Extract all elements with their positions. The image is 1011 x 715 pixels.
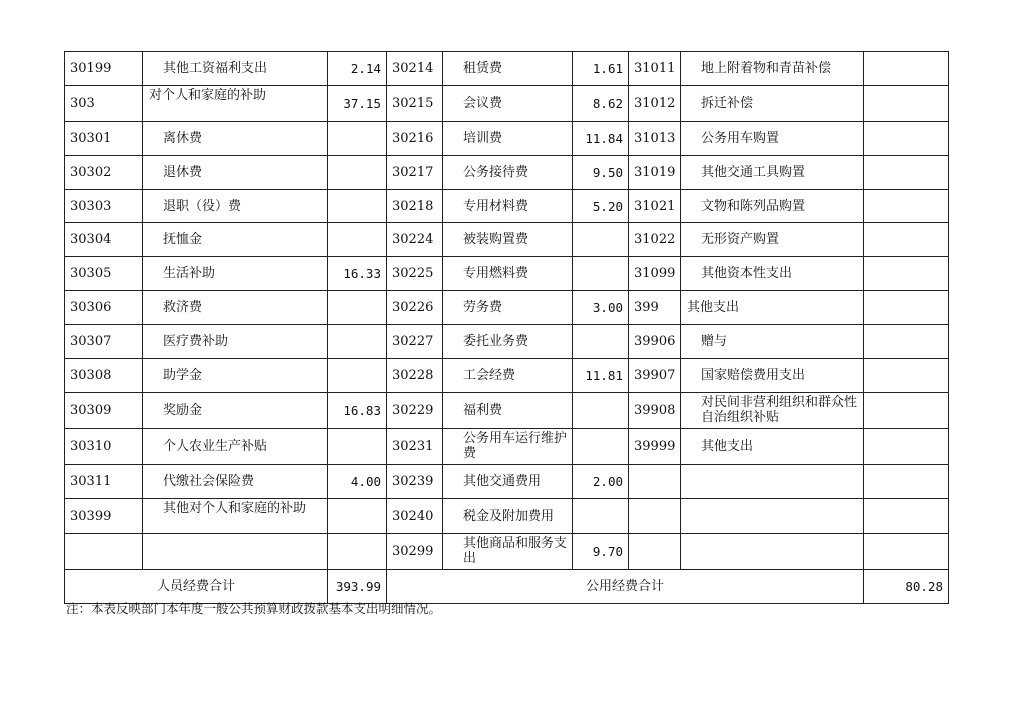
item-code: 30216 — [387, 121, 443, 155]
item-amount — [864, 52, 949, 86]
item-amount — [864, 498, 949, 534]
item-amount — [328, 291, 387, 325]
item-name: 奖励金 — [143, 392, 328, 428]
item-name — [681, 464, 864, 498]
item-amount — [864, 121, 949, 155]
table-row — [65, 257, 949, 291]
item-code: 39999 — [629, 428, 681, 464]
personnel-total-label: 人员经费合计 — [65, 570, 328, 604]
item-code: 30215 — [387, 85, 443, 121]
item-code: 30227 — [387, 325, 443, 359]
table-row — [65, 155, 949, 189]
item-code: 30224 — [387, 223, 443, 257]
item-name: 赠与 — [681, 325, 864, 359]
item-name: 拆迁补偿 — [681, 85, 864, 121]
item-amount — [328, 428, 387, 464]
item-amount — [864, 85, 949, 121]
item-amount — [328, 359, 387, 393]
item-code: 30226 — [387, 291, 443, 325]
item-code: 30305 — [65, 257, 143, 291]
item-name: 其他支出 — [681, 428, 864, 464]
item-amount — [864, 428, 949, 464]
item-amount — [573, 498, 629, 534]
item-amount: 9.50 — [573, 155, 629, 189]
table-row — [65, 121, 949, 155]
item-amount: 1.61 — [573, 52, 629, 86]
item-name: 其他对个人和家庭的补助 — [143, 498, 328, 534]
item-amount: 9.70 — [573, 534, 629, 570]
item-code: 31021 — [629, 189, 681, 223]
item-name: 助学金 — [143, 359, 328, 393]
table-footnote: 注：本表反映部门本年度一般公共预算财政拨款基本支出明细情况。 — [66, 601, 442, 616]
table-row — [65, 428, 949, 464]
item-name: 对民间非营利组织和群众性自治组织补贴 — [681, 392, 864, 428]
item-name: 会议费 — [443, 85, 573, 121]
item-name: 对个人和家庭的补助 — [143, 85, 328, 121]
item-code: 30217 — [387, 155, 443, 189]
item-amount — [864, 534, 949, 570]
item-code: 30199 — [65, 52, 143, 86]
table-row — [65, 52, 949, 86]
budget-detail-table — [64, 51, 949, 604]
item-name — [143, 534, 328, 570]
table-row — [65, 534, 949, 570]
item-name: 被装购置费 — [443, 223, 573, 257]
item-name: 文物和陈列品购置 — [681, 189, 864, 223]
item-name: 租赁费 — [443, 52, 573, 86]
item-code: 30214 — [387, 52, 443, 86]
item-code: 31012 — [629, 85, 681, 121]
item-name: 税金及附加费用 — [443, 498, 573, 534]
item-code: 30306 — [65, 291, 143, 325]
item-name: 抚恤金 — [143, 223, 328, 257]
item-name: 退休费 — [143, 155, 328, 189]
item-name: 国家赔偿费用支出 — [681, 359, 864, 393]
item-code: 30225 — [387, 257, 443, 291]
item-amount — [328, 223, 387, 257]
table-row — [65, 359, 949, 393]
item-amount — [328, 155, 387, 189]
table-row — [65, 223, 949, 257]
item-name: 个人农业生产补贴 — [143, 428, 328, 464]
item-code: 30303 — [65, 189, 143, 223]
item-amount — [573, 392, 629, 428]
item-code: 30399 — [65, 498, 143, 534]
item-amount — [328, 189, 387, 223]
item-amount: 11.81 — [573, 359, 629, 393]
table-row — [65, 325, 949, 359]
public-total-amount: 80.28 — [864, 570, 949, 604]
item-code: 30302 — [65, 155, 143, 189]
item-code: 30299 — [387, 534, 443, 570]
item-code — [629, 464, 681, 498]
item-name: 培训费 — [443, 121, 573, 155]
item-code: 30311 — [65, 464, 143, 498]
item-amount: 5.20 — [573, 189, 629, 223]
item-code: 30308 — [65, 359, 143, 393]
item-amount — [864, 392, 949, 428]
item-name: 公务用车购置 — [681, 121, 864, 155]
item-amount: 8.62 — [573, 85, 629, 121]
table-row — [65, 189, 949, 223]
public-total-label: 公用经费合计 — [387, 570, 864, 604]
item-amount: 11.84 — [573, 121, 629, 155]
item-amount — [573, 223, 629, 257]
item-name — [681, 534, 864, 570]
item-code: 30310 — [65, 428, 143, 464]
item-amount: 2.14 — [328, 52, 387, 86]
item-name: 其他资本性支出 — [681, 257, 864, 291]
item-name: 其他支出 — [681, 291, 864, 325]
item-code: 399 — [629, 291, 681, 325]
item-name — [681, 498, 864, 534]
item-code — [629, 498, 681, 534]
item-amount: 2.00 — [573, 464, 629, 498]
item-name: 其他交通费用 — [443, 464, 573, 498]
item-amount — [328, 325, 387, 359]
item-code: 30309 — [65, 392, 143, 428]
item-amount — [573, 257, 629, 291]
item-code: 31099 — [629, 257, 681, 291]
table-row — [65, 291, 949, 325]
table-body — [65, 52, 949, 570]
item-code: 30304 — [65, 223, 143, 257]
item-amount — [573, 325, 629, 359]
item-amount — [864, 464, 949, 498]
table-row — [65, 464, 949, 498]
item-name: 其他商品和服务支出 — [443, 534, 573, 570]
item-amount — [864, 325, 949, 359]
item-amount — [864, 291, 949, 325]
item-amount: 16.33 — [328, 257, 387, 291]
item-name: 专用燃料费 — [443, 257, 573, 291]
item-code: 30218 — [387, 189, 443, 223]
item-name: 公务接待费 — [443, 155, 573, 189]
item-code: 30228 — [387, 359, 443, 393]
item-code: 30229 — [387, 392, 443, 428]
item-code: 30231 — [387, 428, 443, 464]
item-amount — [864, 223, 949, 257]
item-amount — [573, 428, 629, 464]
item-code: 303 — [65, 85, 143, 121]
item-amount: 4.00 — [328, 464, 387, 498]
item-name: 退职（役）费 — [143, 189, 328, 223]
item-code: 30301 — [65, 121, 143, 155]
item-amount — [328, 121, 387, 155]
item-name: 离休费 — [143, 121, 328, 155]
item-name: 福利费 — [443, 392, 573, 428]
item-code: 31013 — [629, 121, 681, 155]
item-name: 医疗费补助 — [143, 325, 328, 359]
item-amount — [864, 359, 949, 393]
item-code — [65, 534, 143, 570]
item-name: 委托业务费 — [443, 325, 573, 359]
item-name: 其他工资福利支出 — [143, 52, 328, 86]
item-name: 其他交通工具购置 — [681, 155, 864, 189]
item-code: 39908 — [629, 392, 681, 428]
item-code: 39906 — [629, 325, 681, 359]
item-amount: 16.83 — [328, 392, 387, 428]
item-name: 地上附着物和青苗补偿 — [681, 52, 864, 86]
item-code — [629, 534, 681, 570]
table-row — [65, 85, 949, 121]
table-row — [65, 498, 949, 534]
item-name: 工会经费 — [443, 359, 573, 393]
item-code: 30307 — [65, 325, 143, 359]
item-amount — [864, 257, 949, 291]
item-code: 30239 — [387, 464, 443, 498]
item-amount — [864, 189, 949, 223]
item-name: 专用材料费 — [443, 189, 573, 223]
item-name: 救济费 — [143, 291, 328, 325]
item-amount: 37.15 — [328, 85, 387, 121]
item-code: 31011 — [629, 52, 681, 86]
item-amount — [864, 155, 949, 189]
item-name: 劳务费 — [443, 291, 573, 325]
item-amount — [328, 534, 387, 570]
item-code: 39907 — [629, 359, 681, 393]
item-amount — [328, 498, 387, 534]
table-row — [65, 392, 949, 428]
item-name: 生活补助 — [143, 257, 328, 291]
item-code: 30240 — [387, 498, 443, 534]
item-name: 代缴社会保险费 — [143, 464, 328, 498]
item-amount: 3.00 — [573, 291, 629, 325]
item-name: 无形资产购置 — [681, 223, 864, 257]
item-code: 31022 — [629, 223, 681, 257]
item-code: 31019 — [629, 155, 681, 189]
personnel-total-amount: 393.99 — [328, 570, 387, 604]
item-name: 公务用车运行维护费 — [443, 428, 573, 464]
